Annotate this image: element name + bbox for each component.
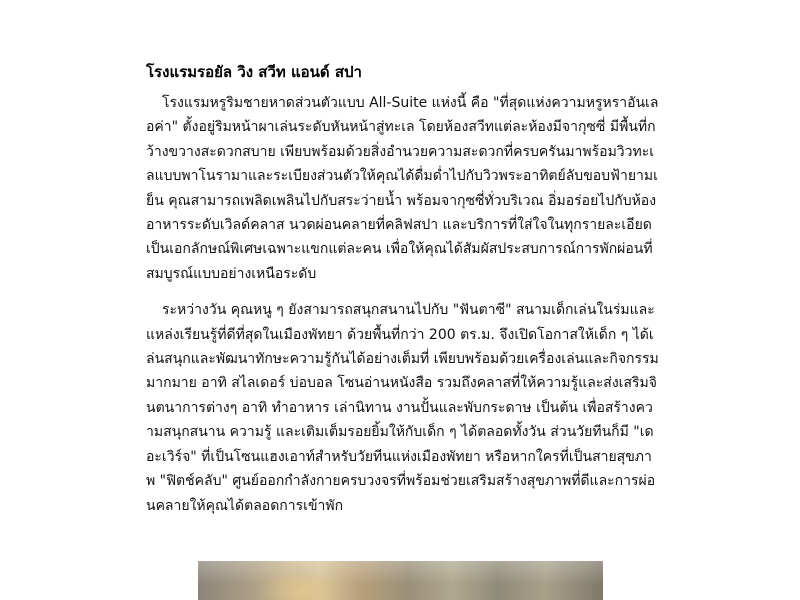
- article: [146, 60, 660, 530]
- article-paragraph-intro: โรงแรมหรูริมชายหาดส่วนตัวแบบ All-Suite แห่งนี้ คือ "ที่สุดแห่งความหรูหราอันเลอค่า" ตั้งอยู่ริมหน้าผาเล่นระดับหันหน้าสู่ทะเล โดยห้องสวีทแต่ละห้องมีจากุซซี่ มีพื้นที่กว้างขวางสะดวกสบาย เพียบพร้อมด้วยสิ่งอำนวยความสะดวกที่ครบครันมาพร้อมวิวทะเลแบบพาโนรามาและระเบียงส่วนตัวให้คุณได้ดื่มด่ำไปกับวิวพระอาทิตย์ลับขอบฟ้ายามเย็น คุณสามารถเพลิดเพลินไปกับสระว่ายน้ำ พร้อมจากุซซี่ทั่วบริเวณ อิ่มอร่อยไปกับห้องอาหารระดับเวิลด์คลาส นวดผ่อนคลายที่คลิฟสปา และบริการที่ใส่ใจในทุกรายละเอียด เป็นเอกลักษณ์พิเศษเฉพาะแขกแต่ละคน เพื่อให้คุณได้สัมผัสประสบการณ์การพักผ่อนที่สมบูรณ์แบบอย่างเหนือระดับ: [146, 95, 659, 282]
- article-paragraph-activities: ระหว่างวัน คุณหนู ๆ ยังสามารถสนุกสนานไปกับ "ฟันตาซี" สนามเด็กเล่นในร่มและแหล่งเรียนรู้ที่ดีที่สุดในเมืองพัทยา ด้วยพื้นที่กว่า 200 ตร.ม. จึงเปิดโอกาสให้เด็ก ๆ ได้เล่นสนุกและพัฒนาทักษะความรู้กันได้อย่างเต็มที่ เพียบพร้อมด้วยเครื่องเล่นและกิจกรรมมากมาย อาทิ สไลเดอร์ บ่อบอล โซนอ่านหนังสือ รวมถึงคลาสที่ให้ความรู้และส่งเสริมจินตนาการต่างๆ อาทิ ทำอาหาร เล่านิทาน งานปั้นและพับกระดาษ เป็นต้น เพื่อสร้างความสนุกสนาน ความรู้ และเติมเต็มรอยยิ้มให้กับเด็ก ๆ ได้ตลอดทั้งวัน ส่วนวัยทีนก็มี "เดอะเวิร์จ" ที่เป็นโซนแฮงเอาท์สำหรับวัยทีนแห่งเมืองพัทยา หรือหากใครที่เป็นสายสุขภาพ "ฟิตช์คลับ" ศูนย์ออกกำลังกายครบวงจรที่พร้อมช่วยเสริมสร้างสุขภาพที่ดีและการผ่อนคลายให้คุณได้ตลอดการเข้าพัก: [146, 302, 659, 514]
- hotel-photo: [198, 561, 603, 600]
- article-title: โรงแรมรอยัล วิง สวีท แอนด์ สปา: [146, 63, 362, 81]
